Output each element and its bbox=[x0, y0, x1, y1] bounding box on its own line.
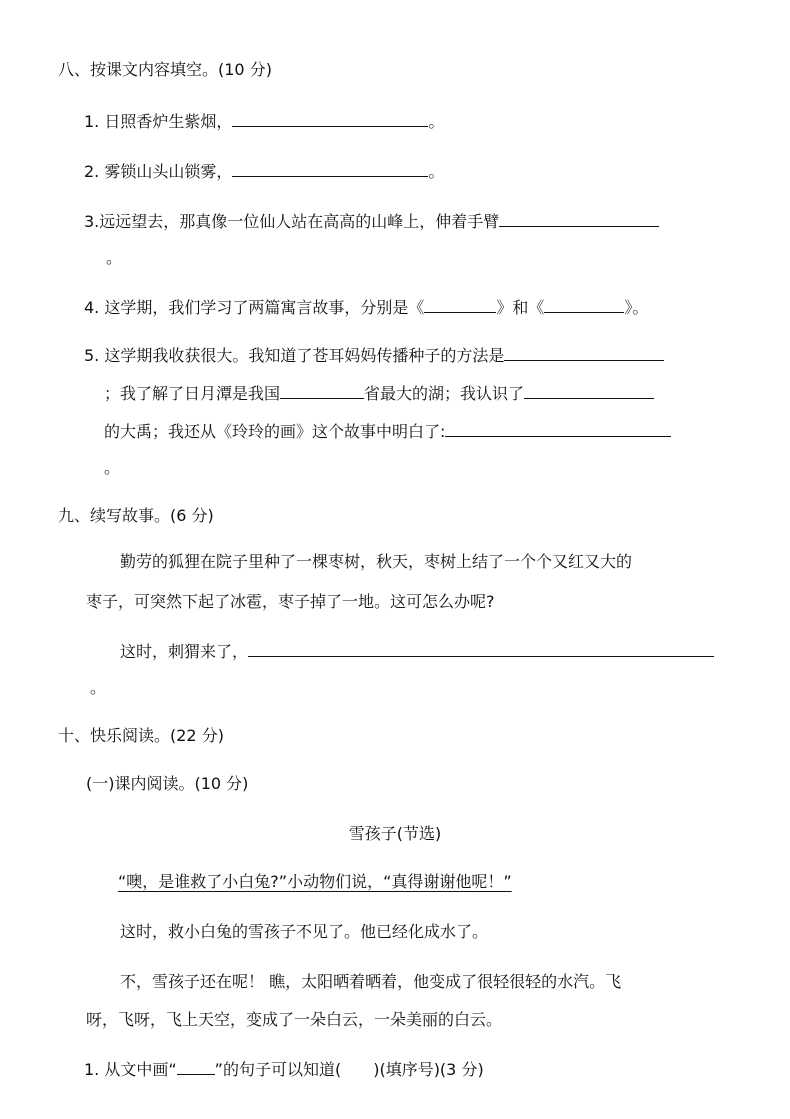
answer-blank[interactable] bbox=[504, 344, 664, 361]
question-end: 。 bbox=[428, 162, 445, 181]
story-answer-blank[interactable] bbox=[248, 640, 714, 657]
passage-paragraph-3-line1: 不，雪孩子还在呢！ 瞧，太阳晒着晒着，他变成了很轻很轻的水汽。飞 bbox=[120, 972, 622, 991]
question-end: 。 bbox=[428, 112, 445, 131]
question-text: 这学期，我们学习了两篇寓言故事，分别是《 bbox=[104, 298, 425, 317]
question-8-3 bbox=[84, 210, 659, 232]
underlined-sentence: “噢，是谁救了小白兔?”小动物们说，“真得谢谢他呢！” bbox=[118, 872, 512, 891]
question-number: 1. bbox=[84, 112, 100, 131]
question-text: 》和《 bbox=[496, 298, 545, 317]
story-end: 。 bbox=[90, 678, 107, 697]
question-text: ”的句子可以知道( bbox=[214, 1060, 342, 1079]
story-prompt bbox=[120, 640, 714, 662]
question-text: ；我了解了日月潭是我国 bbox=[104, 384, 281, 403]
subsection-heading: (一)课内阅读。(10 分) bbox=[86, 774, 249, 793]
question-text: 省最大的湖；我认识了 bbox=[364, 384, 525, 403]
question-8-5-line3 bbox=[104, 420, 671, 442]
question-8-1 bbox=[84, 110, 444, 132]
answer-blank[interactable] bbox=[524, 382, 654, 399]
question-8-4 bbox=[84, 296, 648, 318]
answer-blank[interactable] bbox=[499, 210, 659, 227]
question-8-2 bbox=[84, 160, 444, 182]
answer-blank[interactable] bbox=[424, 296, 496, 313]
section-8-heading: 八、按课文内容填空。(10 分) bbox=[58, 60, 272, 79]
passage-paragraph-3-line2: 呀，飞呀，飞上天空，变成了一朵白云，一朵美丽的白云。 bbox=[86, 1010, 503, 1029]
question-text: 3.远远望去，那真像一位仙人站在高高的山峰上，伸着手臂 bbox=[84, 212, 500, 231]
line-symbol-blank bbox=[177, 1058, 215, 1075]
question-text: 从文中画“ bbox=[104, 1060, 177, 1079]
answer-blank[interactable] bbox=[445, 420, 671, 437]
question-text: 的大禹；我还从《玲玲的画》这个故事中明白了: bbox=[104, 422, 446, 441]
answer-blank[interactable] bbox=[544, 296, 624, 313]
question-number: 4. bbox=[84, 298, 100, 317]
story-paragraph-line1: 勤劳的狐狸在院子里种了一棵枣树，秋天，枣树上结了一个个又红又大的 bbox=[120, 552, 633, 571]
passage-paragraph-2: 这时，救小白兔的雪孩子不见了。他已经化成水了。 bbox=[120, 922, 489, 941]
question-number: 5. bbox=[84, 346, 100, 365]
question-8-5-line1 bbox=[84, 344, 664, 366]
question-10-1 bbox=[84, 1058, 484, 1080]
question-text: 雾锁山头山锁雾， bbox=[104, 162, 233, 181]
question-number: 1. bbox=[84, 1060, 100, 1079]
answer-blank[interactable] bbox=[232, 160, 428, 177]
story-paragraph-line2: 枣子，可突然下起了冰雹，枣子掉了一地。这可怎么办呢? bbox=[86, 592, 495, 611]
question-8-3-end: 。 bbox=[106, 248, 123, 267]
question-8-5-line2 bbox=[104, 382, 654, 404]
question-number: 2. bbox=[84, 162, 100, 181]
question-text: 这学期我收获很大。我知道了苍耳妈妈传播种子的方法是 bbox=[104, 346, 505, 365]
section-10-heading: 十、快乐阅读。(22 分) bbox=[58, 726, 224, 745]
answer-blank[interactable] bbox=[232, 110, 428, 127]
passage-title: 雪孩子(节选) bbox=[348, 824, 442, 843]
question-text: )(填序号)(3 分) bbox=[373, 1060, 484, 1079]
question-text: 日照香炉生紫烟， bbox=[104, 112, 233, 131]
question-8-5-end: 。 bbox=[104, 458, 121, 477]
section-9-heading: 九、续写故事。(6 分) bbox=[58, 506, 214, 525]
answer-blank[interactable] bbox=[280, 382, 364, 399]
question-text: 》。 bbox=[624, 298, 649, 317]
prompt-text: 这时，刺猬来了， bbox=[120, 642, 249, 661]
